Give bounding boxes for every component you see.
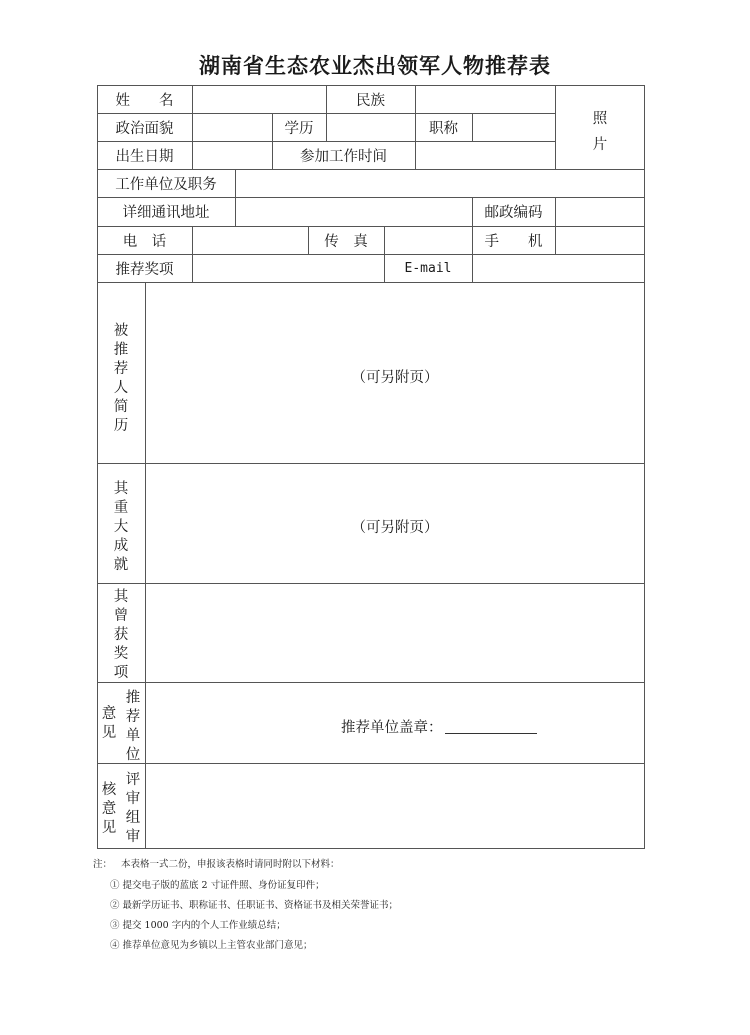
- recommendation-form: [97, 85, 645, 849]
- review-label-b: 评 审 组 审: [125, 772, 141, 845]
- employer-label: 工作单位及职务: [115, 176, 217, 193]
- note-item: ① 提交电子版的蓝底 2 寸证件照、身份证复印件；: [110, 880, 325, 891]
- note-item: ④ 推荐单位意见为乡镇以上主管农业部门意见；: [110, 940, 313, 951]
- recommend-label-a: 意 见: [101, 706, 117, 741]
- recommend-label-b: 推 荐 单 位: [125, 690, 141, 763]
- address-label: 详细通讯地址: [122, 205, 210, 221]
- past-awards-label: 其 曾 获 奖 项: [113, 589, 129, 681]
- achievements-hint: （可另附页）: [351, 519, 439, 536]
- review-label-a: 核 意 见: [101, 782, 117, 836]
- notes-intro: 本表格一式二份，申报该表格时请同时附以下材料：: [121, 859, 340, 870]
- email-label: E-mail: [404, 260, 452, 276]
- resume-hint: （可另附页）: [351, 369, 439, 386]
- postcode-label: 邮政编码: [484, 205, 543, 221]
- resume-label: 被 推 荐 人 简 历: [113, 323, 129, 434]
- seal-label: 推荐单位盖章：: [341, 719, 443, 736]
- education-label: 学历: [284, 120, 314, 137]
- fax-label: 传 真: [324, 233, 368, 250]
- photo-label-1: 照: [592, 110, 608, 127]
- phone-label: 电 话: [122, 233, 167, 250]
- photo-label-2: 片: [592, 136, 608, 153]
- ethnicity-label: 民族: [356, 92, 385, 109]
- page-title: 湖南省生态农业杰出领军人物推荐表: [199, 54, 551, 78]
- note-item: ③ 提交 1000 字内的个人工作业绩总结；: [110, 920, 286, 931]
- work-start-label: 参加工作时间: [300, 148, 387, 165]
- birth-date-label: 出生日期: [115, 148, 174, 165]
- political-status-label: 政治面貌: [115, 120, 174, 137]
- notes-prefix: 注：: [93, 859, 113, 870]
- seal-line[interactable]: [445, 719, 537, 734]
- note-item: ② 最新学历证书、职称证书、任职证书、资格证书及相关荣誉证书；: [110, 900, 399, 911]
- mobile-label: 手 机: [484, 233, 543, 250]
- professional-title-label: 职称: [429, 120, 458, 137]
- name-label: 姓 名: [115, 92, 174, 109]
- achievements-label: 其 重 大 成 就: [113, 481, 129, 573]
- seal-field: [341, 715, 551, 737]
- award-label: 推荐奖项: [115, 261, 174, 278]
